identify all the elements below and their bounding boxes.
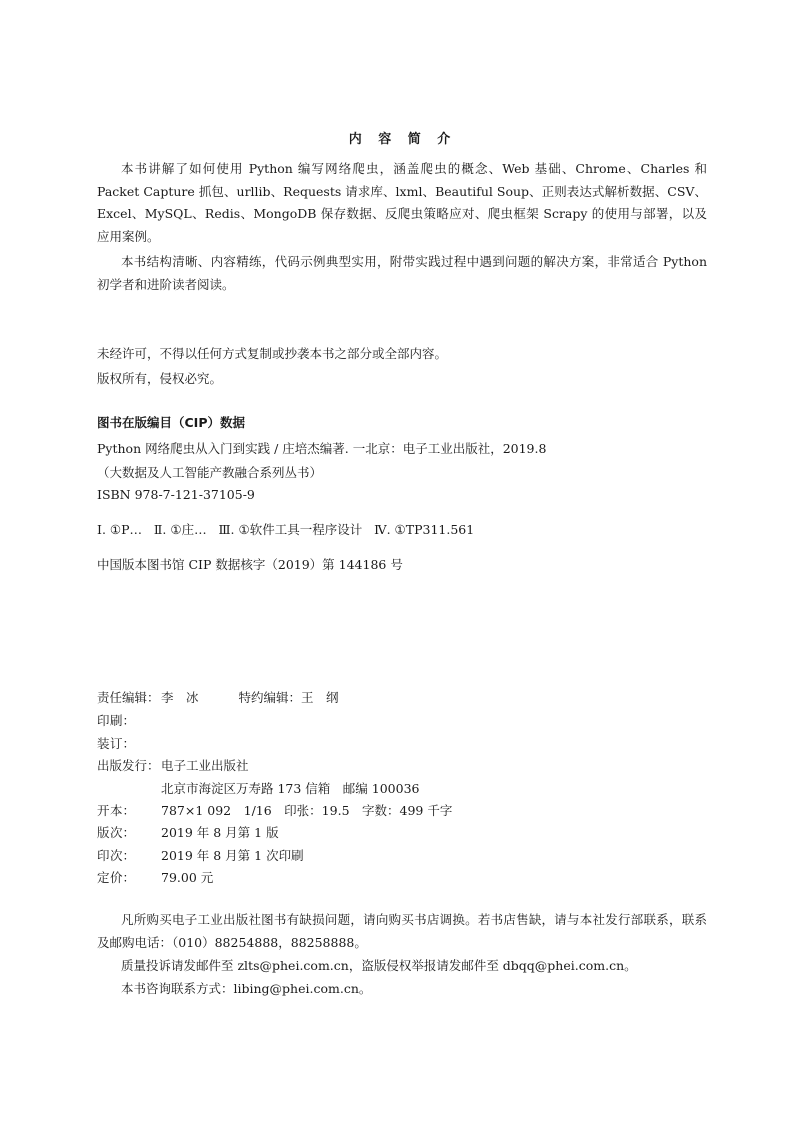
special-editor-value: 王 纲 — [301, 690, 339, 705]
edition-value: 2019 年 8 月第 1 版 — [161, 825, 279, 840]
editor-label: 责任编辑： — [97, 690, 160, 705]
cip-classification: Ⅰ. ①P… Ⅱ. ①庄… Ⅲ. ①软件工具一程序设计 Ⅳ. ①TP311.561 — [97, 522, 475, 537]
imprint-binding-row — [97, 734, 161, 752]
imprint-price-row — [97, 868, 213, 886]
copyright-statement: 版权所有，侵权必究。 — [97, 371, 223, 386]
summary-paragraph-2: 本书结构清晰、内容精练，代码示例典型实用，附带实践过程中遇到问题的解决方案，非常适合 Python 初学者和进阶读者阅读。 — [97, 254, 707, 292]
publisher-label: 出版发行： — [97, 758, 160, 773]
cip-isbn: ISBN 978-7-121-37105-9 — [97, 487, 255, 502]
cip-series-line: （大数据及人工智能产教融合系列丛书） — [97, 465, 323, 480]
complaint-contact: 质量投诉请发邮件至 zlts@phei.com.cn，盗版侵权举报请发邮件至 dbqq@phei.com.cn。 — [121, 958, 637, 973]
summary-paragraph-1: 本书讲解了如何使用 Python 编写网络爬虫，涵盖爬虫的概念、Web 基础、Chrome、Charles 和 Packet Capture 抓包、urllib、Requests 请求库、lxml、Beautiful Soup、正则表达式解析数据、CSV、Excel、MySQL、Redis、MongoDB 保存数据、反爬虫策略应对、爬虫框架 Scrapy 的使用与部署，以及应用案例。 — [97, 161, 707, 244]
price-value: 79.00 元 — [161, 870, 214, 885]
price-label: 定 价： — [97, 870, 135, 885]
print-label: 印 刷： — [97, 713, 135, 728]
imprint-printing-row — [97, 846, 304, 864]
binding-label: 装 订： — [97, 736, 135, 751]
imprint-address-row — [97, 779, 420, 797]
cip-record-number: 中国版本图书馆 CIP 数据核字（2019）第 144186 号 — [97, 557, 403, 572]
printing-value: 2019 年 8 月第 1 次印刷 — [161, 848, 304, 863]
editor-value: 李 冰 — [161, 690, 199, 705]
summary-title: 内 容 简 介 — [348, 132, 457, 147]
cip-title-line: Python 网络爬虫从入门到实践 / 庄培杰编著. 一北京：电子工业出版社，2019.8 — [97, 441, 547, 456]
publisher-value: 电子工业出版社 — [161, 758, 249, 773]
format-value: 787×1 092 1/16 印张：19.5 字数：499 千字 — [161, 803, 453, 818]
publisher-address: 北京市海淀区万寿路 173 信箱 邮编 100036 — [161, 781, 420, 796]
special-editor-label: 特约编辑： — [238, 690, 302, 705]
edition-label: 版 次： — [97, 825, 135, 840]
imprint-edition-row — [97, 823, 279, 841]
copyright-notice: 未经许可，不得以任何方式复制或抄袭本书之部分或全部内容。 — [97, 346, 448, 361]
cip-heading: 图书在版编目（CIP）数据 — [97, 415, 245, 430]
imprint-print-row — [97, 711, 161, 729]
imprint-publisher-row — [97, 756, 249, 774]
inquiry-contact: 本书咨询联系方式：libing@phei.com.cn。 — [121, 981, 372, 996]
imprint-editors-row — [97, 688, 339, 706]
format-label: 开 本： — [97, 803, 135, 818]
printing-label: 印 次： — [97, 848, 135, 863]
imprint-format-row — [97, 801, 452, 819]
returns-notice: 凡所购买电子工业出版社图书有缺损问题，请向购买书店调换。若书店售缺，请与本社发行部联系，联系及邮购电话：（010）88254888，88258888。 — [97, 912, 707, 950]
